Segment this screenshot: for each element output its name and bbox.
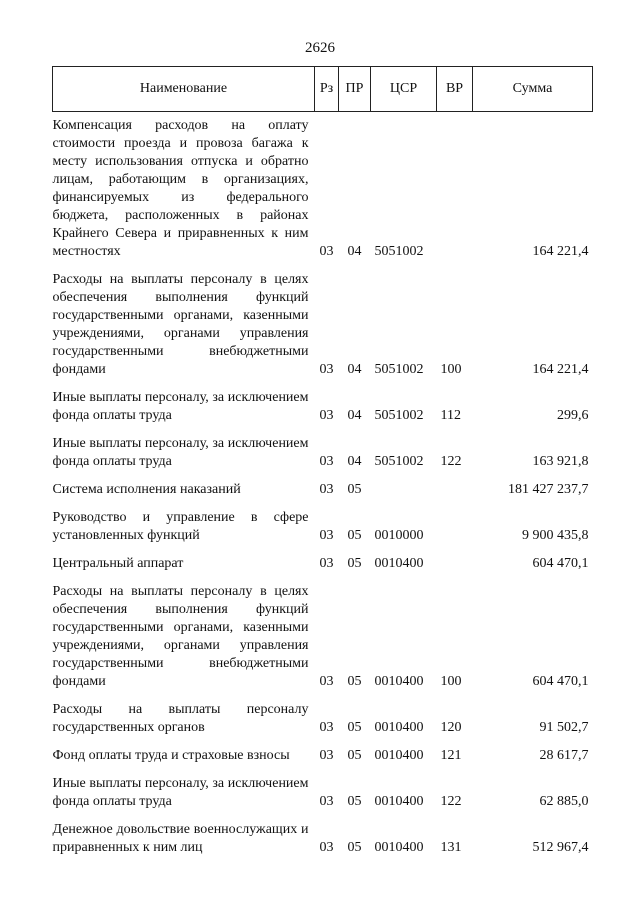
table-row — [53, 430, 593, 476]
row-pr: 05 — [347, 674, 362, 689]
row-sum: 164 221,4 — [532, 244, 589, 259]
header-name: Наименование — [53, 67, 315, 112]
row-vr: 100 — [440, 674, 462, 689]
row-vr: 120 — [440, 720, 462, 735]
row-sum: 604 470,1 — [532, 556, 589, 571]
table-row — [53, 266, 593, 384]
table-row — [53, 384, 593, 430]
row-vr — [437, 504, 473, 550]
table-row — [53, 742, 593, 770]
row-csr: 5051002 — [374, 244, 424, 259]
row-rz: 03 — [319, 244, 334, 259]
row-csr: 5051002 — [374, 408, 424, 423]
row-csr: 0010400 — [374, 674, 424, 689]
table-row — [53, 816, 593, 862]
header-rz: Рз — [315, 67, 339, 112]
row-vr: 131 — [440, 840, 462, 855]
table-row — [53, 696, 593, 742]
row-sum: 91 502,7 — [539, 720, 589, 735]
row-sum: 164 221,4 — [532, 362, 589, 377]
row-sum: 163 921,8 — [532, 454, 589, 469]
row-sum: 9 900 435,8 — [522, 528, 589, 543]
row-csr: 0010400 — [374, 556, 424, 571]
row-rz: 03 — [319, 720, 334, 735]
row-sum: 604 470,1 — [532, 674, 589, 689]
budget-table — [52, 66, 593, 862]
table-row — [53, 550, 593, 578]
row-name: Руководство и управление в сфере установленных функций — [52, 510, 309, 543]
row-name: Фонд оплаты труда и страховые взносы — [52, 748, 290, 763]
table-row — [53, 476, 593, 504]
header-vr: ВР — [437, 67, 473, 112]
row-vr: 112 — [440, 408, 461, 423]
row-sum: 512 967,4 — [532, 840, 589, 855]
row-sum: 28 617,7 — [539, 748, 589, 763]
row-pr: 05 — [347, 556, 362, 571]
row-rz: 03 — [319, 556, 334, 571]
row-name: Расходы на выплаты персоналу государственных органов — [52, 702, 309, 735]
row-csr: 5051002 — [374, 362, 424, 377]
row-name: Система исполнения наказаний — [52, 482, 241, 497]
row-vr — [437, 550, 473, 578]
row-rz: 03 — [319, 454, 334, 469]
header-pr: ПР — [339, 67, 371, 112]
page-number: 2626 — [305, 40, 335, 56]
row-rz: 03 — [319, 528, 334, 543]
row-vr: 100 — [440, 362, 462, 377]
row-rz: 03 — [319, 674, 334, 689]
row-name: Иные выплаты персоналу, за исключением фонда оплаты труда — [52, 776, 309, 809]
row-pr: 05 — [347, 528, 362, 543]
row-name: Компенсация расходов на оплату стоимости проезда и провоза багажа к месту использования отпуска и обратно лицам, работающим в организациях, финансируемых из федерального бюджета, расположенных в районах Крайнего Севера и приравненных к ним местностях — [52, 118, 309, 259]
row-vr: 122 — [440, 794, 462, 809]
row-vr — [437, 476, 473, 504]
table-row — [53, 112, 593, 267]
row-name: Денежное довольствие военнослужащих и приравненных к ним лиц — [52, 822, 309, 855]
row-name: Расходы на выплаты персоналу в целях обеспечения выполнения функций государственными органами, казенными учреждениями, органами управления государственными внебюджетными фондами — [52, 584, 309, 689]
table-body — [53, 112, 593, 863]
row-rz: 03 — [319, 794, 334, 809]
table-row — [53, 504, 593, 550]
row-name: Иные выплаты персоналу, за исключением фонда оплаты труда — [52, 436, 309, 469]
row-sum: 299,6 — [557, 408, 589, 423]
row-rz: 03 — [319, 408, 334, 423]
row-pr: 05 — [347, 748, 362, 763]
row-name: Расходы на выплаты персоналу в целях обеспечения выполнения функций государственными органами, казенными учреждениями, органами управления государственными внебюджетными фондами — [52, 272, 309, 377]
header-csr: ЦСР — [371, 67, 437, 112]
row-pr: 05 — [347, 794, 362, 809]
row-rz: 03 — [319, 362, 334, 377]
row-pr: 04 — [347, 454, 362, 469]
row-pr: 05 — [347, 720, 362, 735]
row-pr: 05 — [347, 840, 362, 855]
header-sum: Сумма — [473, 67, 593, 112]
row-rz: 03 — [319, 482, 334, 497]
row-vr: 121 — [440, 748, 462, 763]
row-name: Иные выплаты персоналу, за исключением фонда оплаты труда — [52, 390, 309, 423]
row-sum: 62 885,0 — [539, 794, 589, 809]
row-pr: 04 — [347, 362, 362, 377]
row-vr — [437, 112, 473, 267]
row-csr: 0010400 — [374, 840, 424, 855]
row-csr: 5051002 — [374, 454, 424, 469]
row-csr: 0010400 — [374, 720, 424, 735]
row-vr: 122 — [440, 454, 462, 469]
row-rz: 03 — [319, 840, 334, 855]
table-header-row — [53, 67, 593, 112]
table-row — [53, 770, 593, 816]
row-csr: 0010400 — [374, 748, 424, 763]
row-pr: 04 — [347, 244, 362, 259]
row-pr: 04 — [347, 408, 362, 423]
table-row — [53, 578, 593, 696]
row-csr: 0010000 — [374, 528, 424, 543]
row-csr: 0010400 — [374, 794, 424, 809]
row-sum: 181 427 237,7 — [508, 482, 589, 497]
row-pr: 05 — [347, 482, 362, 497]
row-csr — [371, 476, 437, 504]
row-rz: 03 — [319, 748, 334, 763]
row-name: Центральный аппарат — [52, 556, 184, 571]
